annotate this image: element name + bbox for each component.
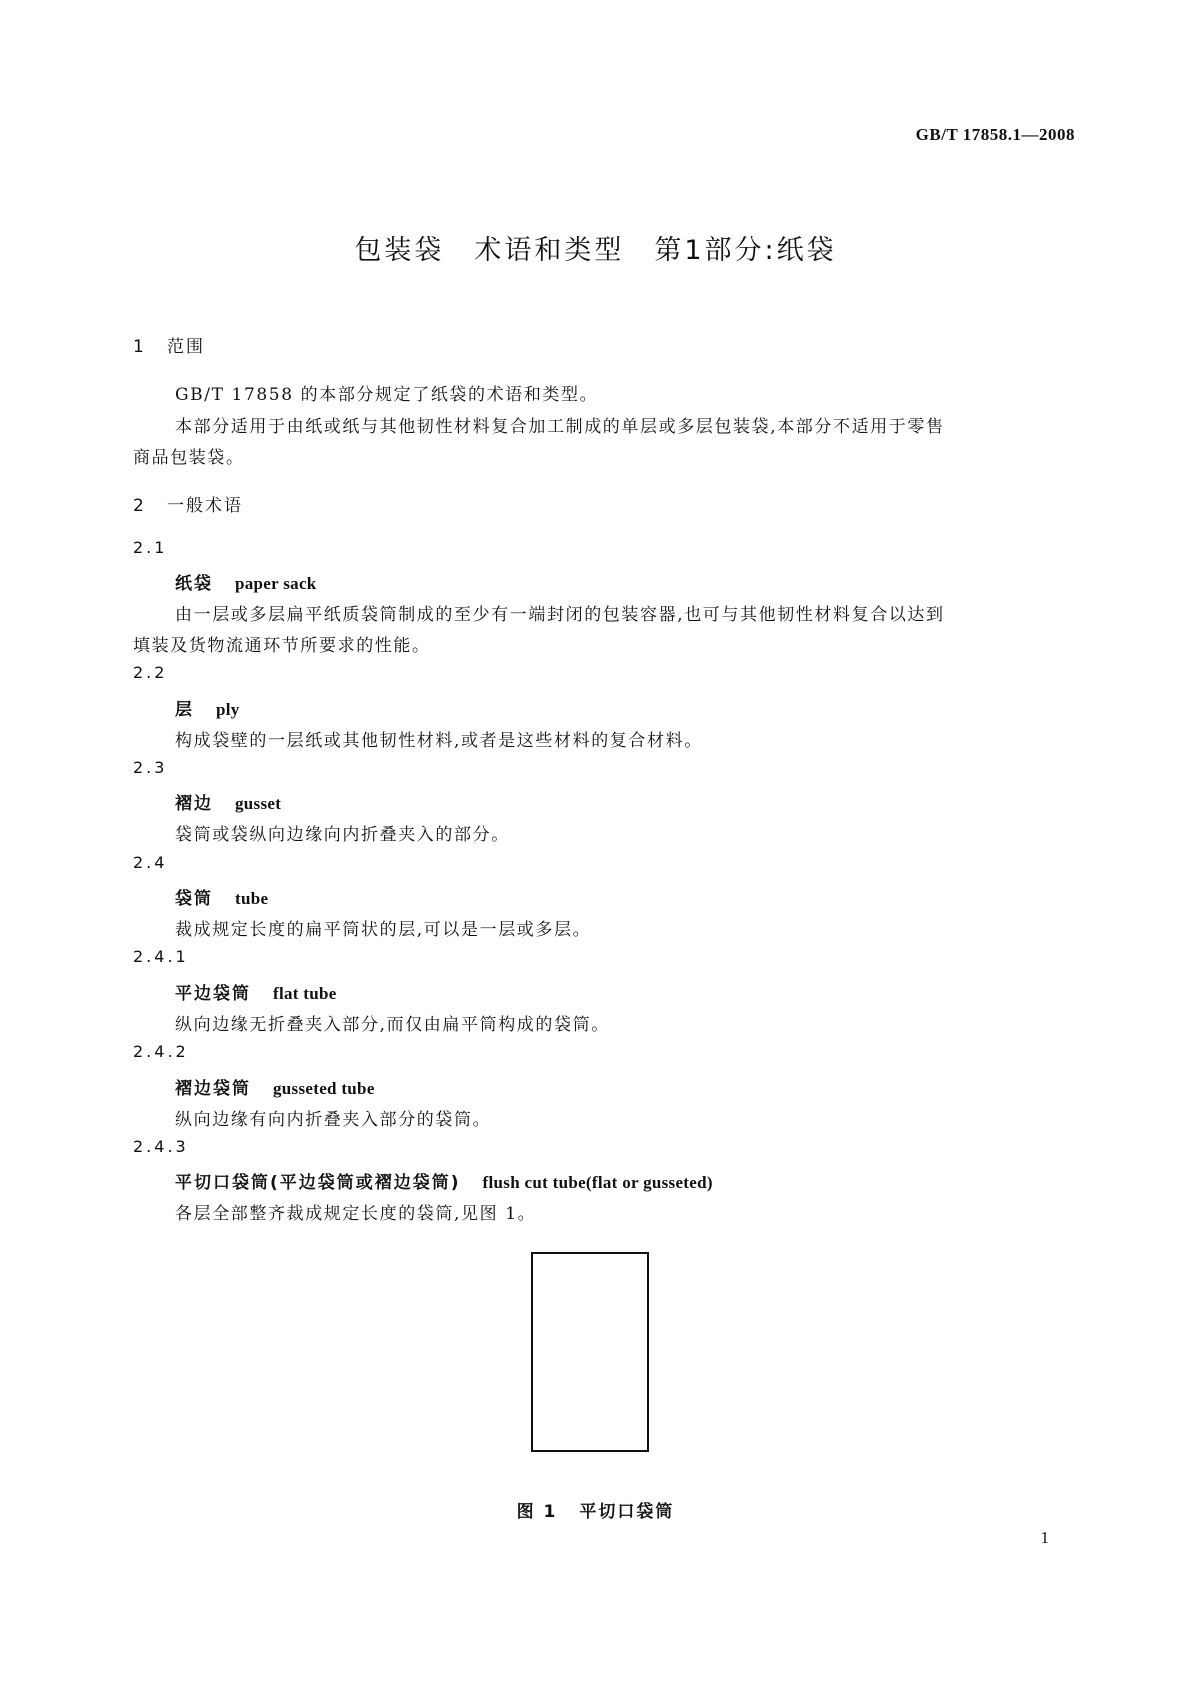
- clause-number: 2.4.1: [133, 947, 189, 966]
- section-1-title: 范围: [167, 337, 205, 357]
- clause-number: 2.2: [133, 663, 168, 682]
- figure-caption: [0, 1497, 1191, 1522]
- term-definition: 构成袋壁的一层纸或其他韧性材料,或者是这些材料的复合材料。: [175, 731, 703, 751]
- term-zh: 褶边: [175, 794, 213, 814]
- section-1-paragraph-1: GB/T 17858 的本部分规定了纸袋的术语和类型。: [175, 385, 599, 405]
- term-entry: [175, 695, 240, 720]
- term-entry: [175, 884, 268, 909]
- section-2-heading: [133, 491, 243, 516]
- section-1-paragraph-2-line-2: 商品包装袋。: [133, 448, 245, 468]
- section-1-number: 1: [133, 337, 146, 357]
- figure-caption-text: 平切口袋筒: [579, 1502, 675, 1522]
- clause-number: 2.3: [133, 758, 168, 777]
- clause-number: 2.1: [133, 538, 168, 557]
- term-definition-continued: 填装及货物流通环节所要求的性能。: [133, 636, 431, 656]
- section-2-title: 一般术语: [167, 496, 243, 516]
- document-title: 包装袋 术语和类型 第1部分:纸袋: [354, 235, 837, 266]
- term-en: ply: [216, 700, 240, 719]
- term-entry: [175, 979, 337, 1004]
- clause-number: 2.4.3: [133, 1137, 189, 1156]
- term-en: flat tube: [273, 984, 337, 1003]
- section-2-number: 2: [133, 496, 146, 516]
- term-definition: 各层全部整齐裁成规定长度的袋筒,见图 1。: [175, 1204, 537, 1224]
- term-entry: [175, 1074, 375, 1099]
- figure-label: 图 1: [516, 1502, 558, 1522]
- term-definition: 纵向边缘有向内折叠夹入部分的袋筒。: [175, 1110, 492, 1130]
- term-en: paper sack: [235, 574, 317, 593]
- term-definition: 纵向边缘无折叠夹入部分,而仅由扁平筒构成的袋筒。: [175, 1015, 610, 1035]
- term-definition: 袋筒或袋纵向边缘向内折叠夹入的部分。: [175, 825, 510, 845]
- term-zh: 袋筒: [175, 889, 213, 909]
- term-entry: [175, 789, 281, 814]
- term-definition: 由一层或多层扁平纸质袋筒制成的至少有一端封闭的包装容器,也可与其他韧性材料复合以达到: [175, 605, 945, 625]
- page-number: 1: [1040, 1528, 1049, 1547]
- clause-number: 2.4: [133, 853, 168, 872]
- clause-number: 2.4.2: [133, 1042, 189, 1061]
- term-definition: 裁成规定长度的扁平筒状的层,可以是一层或多层。: [175, 920, 592, 940]
- term-zh: 层: [175, 700, 194, 720]
- section-1-heading: [133, 332, 205, 357]
- term-en: tube: [235, 889, 269, 908]
- term-entry: [175, 569, 317, 594]
- term-en: gusset: [235, 794, 282, 813]
- flush-cut-tube-figure: [531, 1252, 649, 1452]
- section-1-paragraph-2-line-1: 本部分适用于由纸或纸与其他韧性材料复合加工制成的单层或多层包装袋,本部分不适用于零售: [175, 417, 945, 437]
- term-en: flush cut tube(flat or gusseted): [482, 1173, 713, 1192]
- term-entry: [175, 1168, 713, 1193]
- standard-code: GB/T 17858.1—2008: [915, 125, 1075, 144]
- term-zh: 褶边袋筒: [175, 1079, 251, 1099]
- term-zh: 平边袋筒: [175, 984, 251, 1004]
- term-zh: 纸袋: [175, 574, 213, 594]
- term-en: gusseted tube: [273, 1079, 375, 1098]
- term-zh: 平切口袋筒(平边袋筒或褶边袋筒): [175, 1173, 461, 1193]
